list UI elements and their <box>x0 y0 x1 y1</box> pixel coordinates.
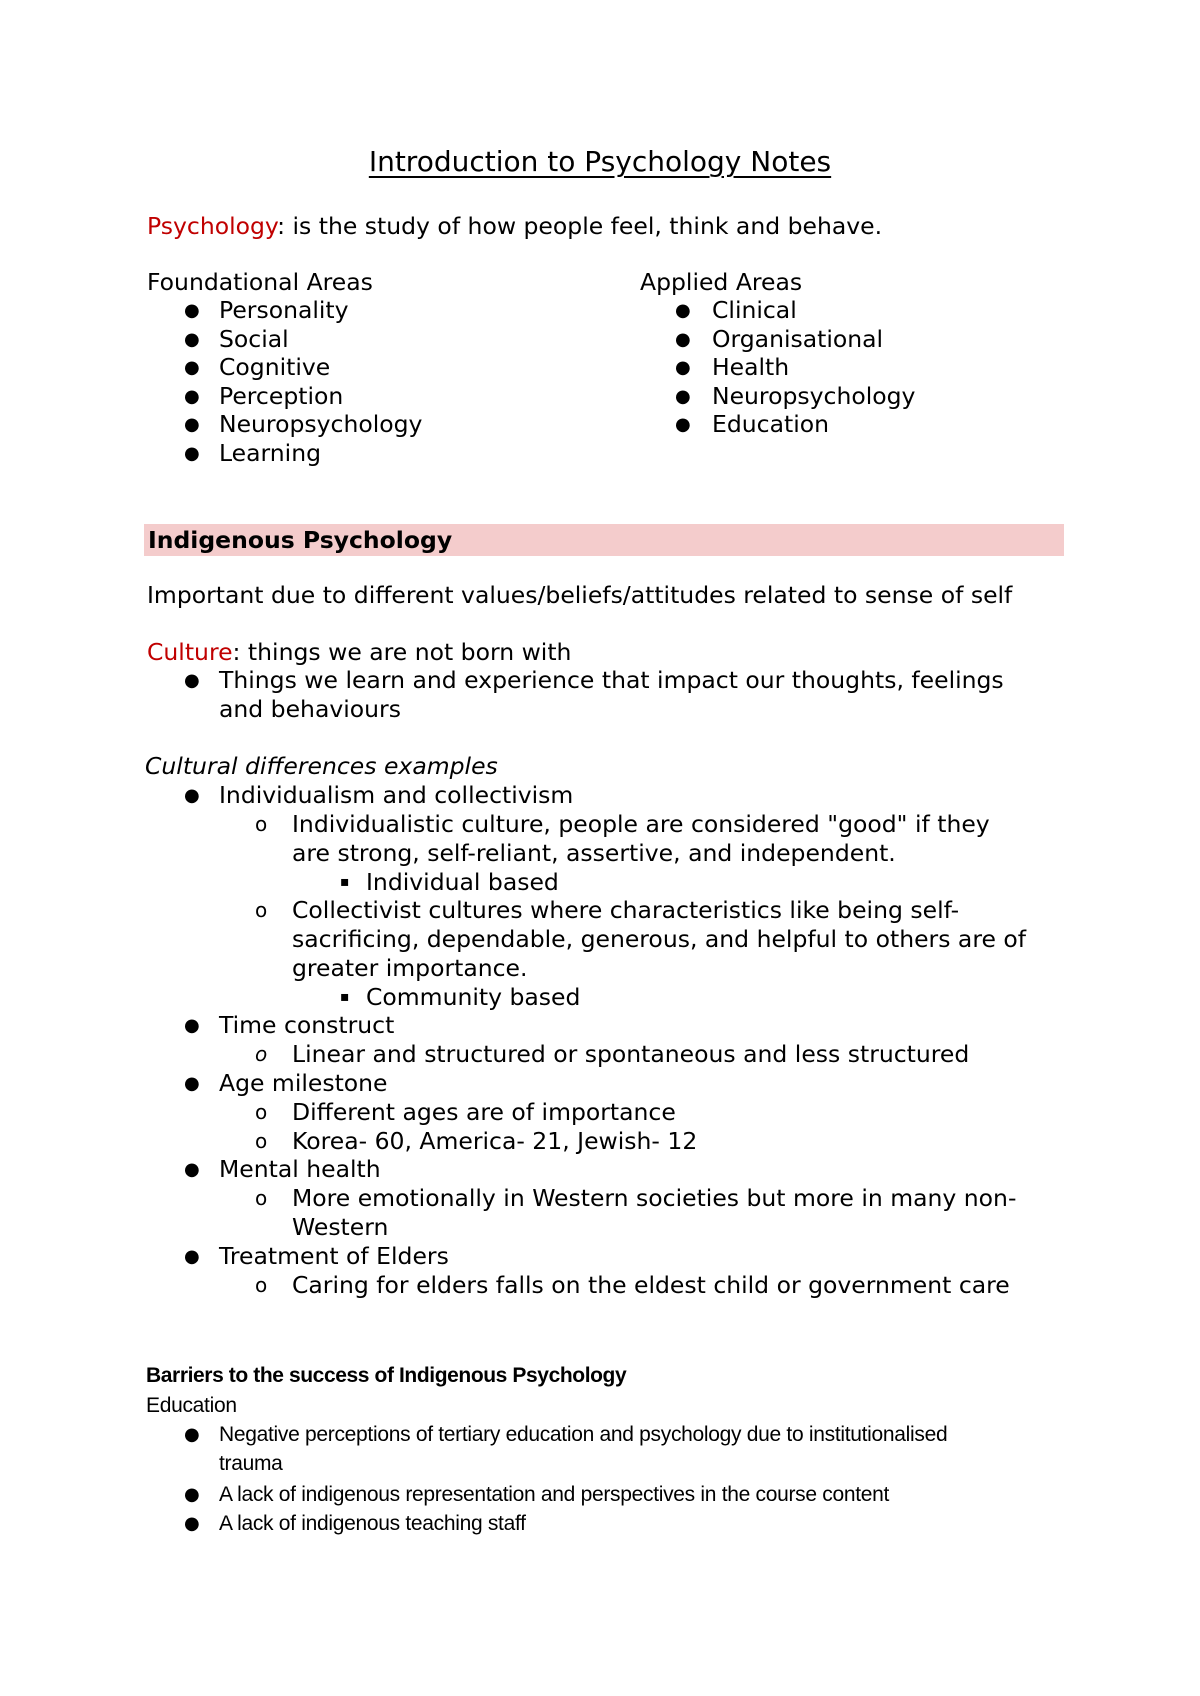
age-sub2: Korea- 60, America- 21, Jewish- 12 <box>292 1127 698 1155</box>
time-item: Time construct <box>219 1011 395 1039</box>
bullet-icon: ● <box>184 1246 200 1267</box>
bullet-icon: ● <box>675 357 691 379</box>
circle-icon: o <box>255 1042 268 1066</box>
coll-line2: sacrificing, dependable, generous, and helpful to others are of <box>292 925 1027 953</box>
examples-heading: Cultural differences examples <box>145 752 498 780</box>
barrier-item2: A lack of indigenous representation and perspectives in the course content <box>219 1483 890 1506</box>
bullet-icon: ● <box>184 357 200 379</box>
culture-definition <box>147 638 571 667</box>
foundational-item: Neuropsychology <box>219 410 423 439</box>
applied-item: Education <box>712 410 829 439</box>
bullet-icon: ● <box>184 785 200 806</box>
bullet-icon: ● <box>675 385 691 407</box>
mental-line1: More emotionally in Western societies but more in many non- <box>292 1184 1017 1212</box>
coll-line1: Collectivist cultures where characteristics like being self- <box>292 896 960 924</box>
page-title: Introduction to Psychology Notes <box>368 145 832 178</box>
circle-icon: o <box>255 1100 268 1124</box>
elders-sub: Caring for elders falls on the eldest child or government care <box>292 1271 1010 1299</box>
barrier-item3: A lack of indigenous teaching staff <box>219 1512 526 1535</box>
foundational-item: Perception <box>219 381 344 410</box>
elders-item: Treatment of Elders <box>219 1242 449 1270</box>
bullet-icon: ● <box>184 1073 200 1094</box>
bullet-icon: ● <box>675 300 691 321</box>
culture-term: Culture <box>147 638 233 666</box>
circle-icon: o <box>255 898 268 922</box>
barriers-subheading: Education <box>146 1394 237 1417</box>
circle-icon: o <box>255 1273 268 1297</box>
culture-bullet-line2: and behaviours <box>219 695 401 723</box>
bullet-icon: ● <box>675 328 691 350</box>
ind-coll-item: Individualism and collectivism <box>219 781 574 809</box>
bullet-icon: ● <box>675 414 691 436</box>
bullet-icon: ● <box>184 385 200 407</box>
applied-item: Health <box>712 353 790 382</box>
bullet-icon: ● <box>184 300 200 321</box>
indigenous-important: Important due to different values/beliefs/attitudes related to sense of self <box>147 581 1013 609</box>
foundational-heading: Foundational Areas <box>147 268 373 296</box>
psychology-term: Psychology <box>147 212 278 240</box>
bullet-icon: ● <box>184 670 200 691</box>
barriers-heading: Barriers to the success of Indigenous Psychology <box>146 1364 627 1387</box>
psychology-definition-text: : is the study of how people feel, think and behave. <box>277 212 883 240</box>
culture-bullet-line1: Things we learn and experience that impact our thoughts, feelings <box>219 666 1004 694</box>
bullet-icon: ● <box>184 1159 200 1180</box>
foundational-item: Personality <box>219 296 349 324</box>
mental-item: Mental health <box>219 1155 381 1183</box>
culture-definition-text: : things we are not born with <box>232 638 572 666</box>
circle-icon: o <box>255 1129 268 1153</box>
bullet-icon: ● <box>184 1424 200 1445</box>
applied-item: Organisational <box>712 324 884 353</box>
applied-item: Neuropsychology <box>712 381 916 410</box>
barrier-item1-line2: trauma <box>219 1452 283 1475</box>
indigenous-heading: Indigenous Psychology <box>148 526 453 554</box>
foundational-item: Cognitive <box>219 353 331 382</box>
coll-line3: greater importance. <box>292 954 528 982</box>
bullet-icon: ● <box>184 414 200 436</box>
foundational-item: Social <box>219 324 289 353</box>
barrier-item1-line1: Negative perceptions of tertiary education and psychology due to institutionalised <box>219 1423 948 1446</box>
bullet-icon: ● <box>184 328 200 350</box>
circle-icon: o <box>255 812 268 836</box>
square-icon: ▪ <box>340 989 350 1005</box>
bullet-icon: ● <box>184 443 200 464</box>
bullet-icon: ● <box>184 1015 200 1036</box>
applied-item: Clinical <box>712 296 797 324</box>
square-icon: ▪ <box>340 874 350 890</box>
age-sub1: Different ages are of importance <box>292 1098 676 1126</box>
foundational-item: Learning <box>219 439 322 467</box>
ind-line1: Individualistic culture, people are considered "good" if they <box>292 810 990 838</box>
applied-heading: Applied Areas <box>640 268 803 296</box>
coll-sub: Community based <box>366 983 581 1011</box>
bullet-icon: ● <box>184 1484 200 1505</box>
age-item: Age milestone <box>219 1069 388 1097</box>
circle-icon: o <box>255 1186 268 1210</box>
psychology-definition <box>147 212 882 241</box>
mental-line2: Western <box>292 1213 389 1241</box>
time-sub: Linear and structured or spontaneous and less structured <box>292 1040 970 1068</box>
ind-sub: Individual based <box>366 868 559 896</box>
ind-line2: are strong, self-reliant, assertive, and independent. <box>292 839 896 867</box>
bullet-icon: ● <box>184 1513 200 1534</box>
